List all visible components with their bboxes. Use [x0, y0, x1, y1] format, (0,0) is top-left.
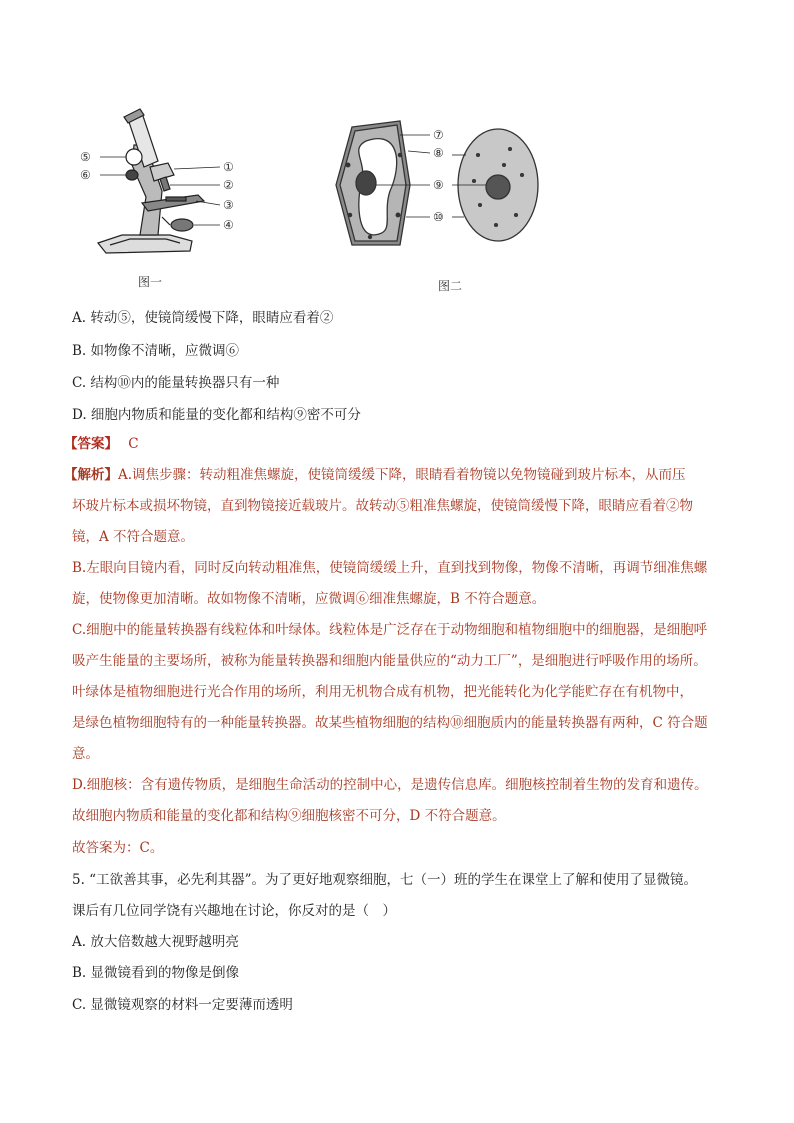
label-6: ⑥ [80, 168, 91, 182]
q5-stem-line-1: 5. “工欲善其事，必先利其器”。为了更好地观察细胞，七（一）班的学生在课堂上了解和使用了显微镜。 [72, 872, 697, 888]
plant-cell-figure [336, 121, 410, 245]
analysis-line-4: B.左眼向目镜内看，同时反向转动粗准焦，使镜筒缓缓上升，直到找到物像，物像不清晰，再调节细准焦螺 [72, 560, 708, 576]
analysis-line-7-pre: 吸产生能量的主要场所，被称为能量转换器和细胞内能量供应的 [72, 653, 450, 669]
label-2: ② [223, 178, 234, 192]
analysis-line-6: C.细胞中的能量转换器有线粒体和叶绿体。线粒体是广泛存在于动物细胞和植物细胞中的细胞器，是细胞呼 [72, 622, 708, 638]
label-4: ④ [223, 218, 234, 232]
analysis-line-7 [72, 651, 707, 671]
figure-1-caption: 图一 [138, 275, 163, 289]
label-7: ⑦ [433, 128, 444, 142]
q5-option-b: B. 显微镜看到的物像是倒像 [72, 965, 240, 981]
analysis-line-9: 是绿色植物细胞特有的一种能量转换器。故某些植物细胞的结构⑩细胞质内的能量转换器有两种，C 符合题 [72, 715, 708, 731]
q5-stem-line-2: 课后有几位同学饶有兴趣地在讨论，你反对的是（ ） [72, 903, 396, 919]
figures-area [70, 105, 550, 300]
analysis-line-3: 镜，A 不符合题意。 [72, 529, 195, 545]
microscope-figure [98, 109, 220, 253]
figure-2-caption: 图二 [438, 279, 463, 293]
label-5: ⑤ [80, 150, 91, 164]
analysis-text-1: A.调焦步骤：转动粗准焦螺旋，使镜筒缓缓下降，眼睛看着物镜以免物镜碰到玻片标本，从而压 [118, 467, 686, 483]
analysis-line-12: 故细胞内物质和能量的变化都和结构⑨细胞核密不可分，D 不符合题意。 [72, 808, 506, 824]
answer-row [64, 434, 139, 454]
answer-label: 【答案】 [64, 436, 118, 452]
q4-option-b: B. 如物像不清晰，应微调⑥ [72, 343, 240, 359]
q4-option-a: A. 转动⑤，使镜筒缓慢下降，眼睛应看着② [72, 310, 334, 326]
q5-option-a: A. 放大倍数越大视野越明亮 [72, 934, 239, 950]
microscope-diagram [70, 105, 550, 300]
label-8: ⑧ [433, 146, 444, 160]
analysis-line-2: 坏玻片标本或损坏物镜，直到物镜接近载玻片。故转动⑤粗准焦螺旋，使镜筒缓慢下降，眼睛应看着②物 [72, 498, 693, 514]
analysis-line-1 [64, 465, 686, 485]
label-3: ③ [223, 198, 234, 212]
analysis-line-10: 意。 [72, 746, 99, 762]
analysis-line-5: 旋，使物像更加清晰。故如物像不清晰，应微调⑥细准焦螺旋，B 不符合题意。 [72, 591, 546, 607]
q5-option-c: C. 显微镜观察的材料一定要薄而透明 [72, 997, 293, 1013]
final-answer: 故答案为：C。 [72, 840, 164, 856]
analysis-line-7-post: ，是细胞进行呼吸作用的场所。 [517, 653, 707, 669]
q4-option-c: C. 结构⑩内的能量转换器只有一种 [72, 375, 280, 391]
analysis-line-11: D.细胞核：含有遗传物质，是细胞生命活动的控制中心，是遗传信息库。细胞核控制着生物的发育和遗传。 [72, 777, 708, 793]
q4-option-d: D. 细胞内物质和能量的变化都和结构⑨密不可分 [72, 407, 361, 423]
label-1: ① [223, 160, 234, 174]
power-factory-quote: “动力工厂” [450, 653, 518, 669]
label-9: ⑨ [433, 178, 444, 192]
label-10: ⑩ [433, 210, 444, 224]
analysis-line-8: 叶绿体是植物细胞进行光合作用的场所，利用无机物合成有机物，把光能转化为化学能贮存在有机物中， [72, 684, 693, 700]
analysis-label: 【解析】 [64, 467, 118, 483]
answer-value: C [128, 436, 139, 452]
